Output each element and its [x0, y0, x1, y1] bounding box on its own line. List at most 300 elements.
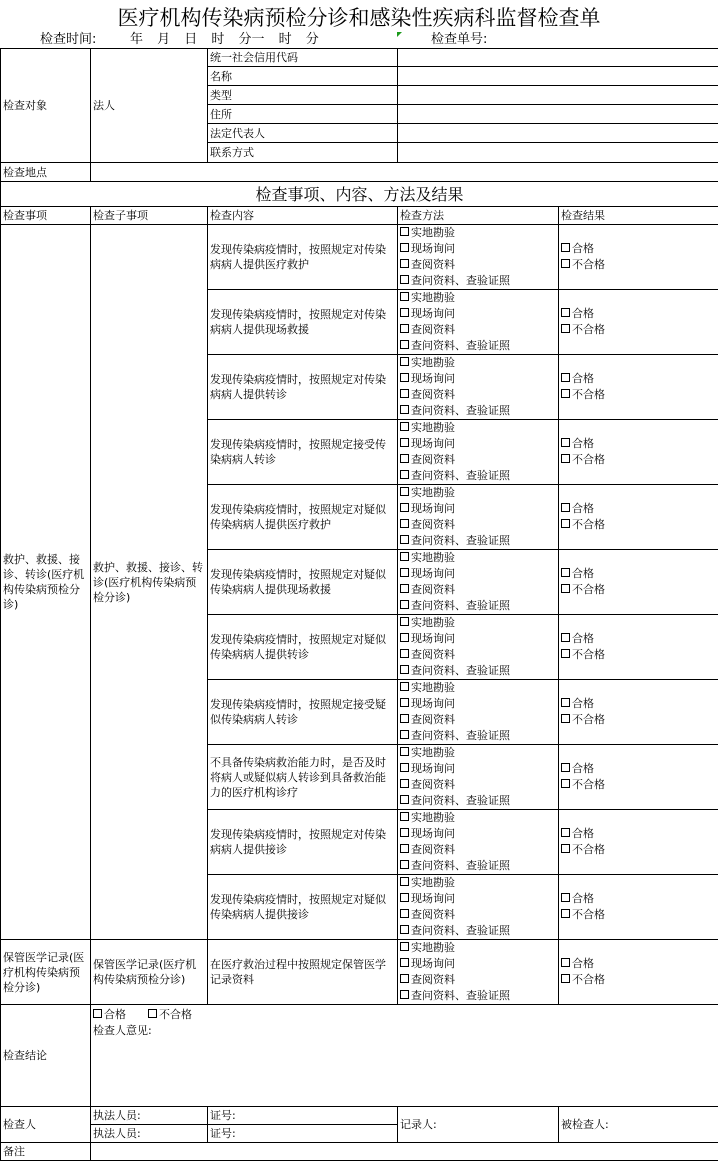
checkbox-icon[interactable] — [400, 389, 409, 398]
cert-label: 证号: — [208, 1125, 398, 1143]
method-label: 查阅资料 — [411, 778, 455, 791]
method-label: 现场询问 — [411, 437, 455, 450]
checkbox-icon[interactable] — [400, 357, 409, 366]
checkbox-icon[interactable] — [400, 633, 409, 642]
method-option[interactable] — [400, 858, 556, 874]
method-option[interactable] — [400, 241, 556, 257]
check-content: 发现传染病疫情时，按照规定对疑似传染病病人提供医疗救护 — [208, 485, 398, 550]
method-label: 查问资料、查验证照 — [411, 794, 510, 807]
result-options — [559, 875, 718, 940]
checkbox-icon[interactable] — [400, 584, 409, 593]
method-label: 实地勘验 — [411, 941, 455, 954]
method-label: 查阅资料 — [411, 843, 455, 856]
check-subitem: 保管医学记录(医疗机构传染病预检分诊) — [91, 940, 208, 1005]
check-content: 发现传染病疫情时，按照规定接受疑似传染病病人转诊 — [208, 680, 398, 745]
method-option[interactable] — [400, 761, 556, 777]
result-label: 合格 — [572, 762, 594, 775]
method-option[interactable] — [400, 940, 556, 956]
checkbox-icon[interactable] — [400, 714, 409, 723]
method-option[interactable] — [400, 403, 556, 419]
result-label: 不合格 — [572, 713, 605, 726]
result-options — [559, 420, 718, 485]
method-option[interactable] — [400, 306, 556, 322]
result-option[interactable] — [561, 891, 716, 907]
method-label: 查阅资料 — [411, 908, 455, 921]
check-content: 发现传染病疫情时，按照规定对传染病病人提供转诊 — [208, 355, 398, 420]
method-label: 现场询问 — [411, 242, 455, 255]
result-options — [559, 290, 718, 355]
checkbox-icon[interactable] — [561, 649, 570, 658]
check-item: 保管医学记录(医疗机构传染病预检分诊) — [1, 940, 91, 1005]
checkbox-icon[interactable] — [400, 535, 409, 544]
result-option[interactable] — [561, 436, 716, 452]
opinion-label: 检查人意见: — [93, 1023, 716, 1039]
result-option[interactable] — [561, 241, 716, 257]
method-label: 现场询问 — [411, 372, 455, 385]
form-table — [0, 48, 718, 1161]
method-option[interactable] — [400, 907, 556, 923]
method-option[interactable] — [400, 615, 556, 631]
checkbox-icon[interactable] — [148, 1009, 157, 1018]
method-option[interactable] — [400, 420, 556, 436]
method-label: 现场询问 — [411, 567, 455, 580]
field-value[interactable] — [398, 86, 718, 105]
checkbox-icon[interactable] — [400, 730, 409, 739]
checkbox-icon[interactable] — [400, 503, 409, 512]
field-value[interactable] — [398, 49, 718, 67]
checkbox-icon[interactable] — [93, 1009, 102, 1018]
method-option[interactable] — [400, 680, 556, 696]
checkbox-icon[interactable] — [561, 844, 570, 853]
method-option[interactable] — [400, 273, 556, 289]
method-label: 查问资料、查验证照 — [411, 469, 510, 482]
checkbox-icon[interactable] — [400, 373, 409, 382]
checkbox-icon[interactable] — [400, 308, 409, 317]
checkbox-icon[interactable] — [400, 568, 409, 577]
method-label: 现场询问 — [411, 762, 455, 775]
method-label: 实地勘验 — [411, 876, 455, 889]
officer-label: 执法人员: — [91, 1125, 208, 1143]
conclusion-pass-option[interactable] — [93, 1007, 126, 1023]
checkbox-icon[interactable] — [400, 259, 409, 268]
conclusion-label: 检查结论 — [1, 1005, 91, 1107]
checkbox-icon[interactable] — [561, 909, 570, 918]
checkbox-icon[interactable] — [400, 649, 409, 658]
result-label: 合格 — [572, 892, 594, 905]
method-options — [398, 420, 559, 485]
checkbox-icon[interactable] — [400, 974, 409, 983]
method-label: 实地勘验 — [411, 356, 455, 369]
method-option[interactable] — [400, 468, 556, 484]
result-label: 合格 — [572, 502, 594, 515]
method-option[interactable] — [400, 257, 556, 273]
result-label: 不合格 — [572, 323, 605, 336]
method-label: 现场询问 — [411, 697, 455, 710]
result-label: 不合格 — [572, 388, 605, 401]
result-options — [559, 485, 718, 550]
method-label: 实地勘验 — [411, 226, 455, 239]
result-option[interactable] — [561, 956, 716, 972]
header-content: 检查内容 — [208, 207, 398, 225]
officer-label: 执法人员: — [91, 1107, 208, 1125]
method-option[interactable] — [400, 290, 556, 306]
method-label: 查问资料、查验证照 — [411, 859, 510, 872]
field-label: 联系方式 — [208, 143, 398, 163]
method-label: 现场询问 — [411, 632, 455, 645]
location-value[interactable] — [91, 163, 718, 182]
method-options — [398, 745, 559, 810]
method-label: 查阅资料 — [411, 648, 455, 661]
checkbox-icon[interactable] — [400, 665, 409, 674]
method-options — [398, 810, 559, 875]
recorder-label: 记录人: — [398, 1107, 559, 1143]
check-content: 发现传染病疫情时，按照规定对疑似传染病病人提供转诊 — [208, 615, 398, 680]
checkbox-icon[interactable] — [400, 893, 409, 902]
checkbox-icon[interactable] — [561, 974, 570, 983]
result-option[interactable] — [561, 517, 716, 533]
method-label: 查问资料、查验证照 — [411, 274, 510, 287]
method-option[interactable] — [400, 696, 556, 712]
check-content: 在医疗救治过程中按照规定保管医学记录资料 — [208, 940, 398, 1005]
method-option[interactable] — [400, 485, 556, 501]
method-label: 查问资料、查验证照 — [411, 599, 510, 612]
method-option[interactable] — [400, 988, 556, 1004]
checkbox-icon[interactable] — [400, 487, 409, 496]
method-label: 现场询问 — [411, 957, 455, 970]
check-content: 发现传染病疫情时，按照规定对传染病病人提供医疗救护 — [208, 225, 398, 290]
checkbox-icon[interactable] — [561, 503, 570, 512]
checkbox-icon[interactable] — [400, 909, 409, 918]
method-option[interactable] — [400, 355, 556, 371]
remarks-value[interactable] — [91, 1143, 718, 1161]
method-label: 查阅资料 — [411, 518, 455, 531]
method-label: 现场询问 — [411, 827, 455, 840]
subject-sub-label: 法人 — [91, 49, 208, 163]
field-label: 住所 — [208, 105, 398, 124]
checkbox-icon[interactable] — [400, 324, 409, 333]
check-content: 不具备传染病救治能力时，是否及时将病人或疑似病人转诊到具备救治能力的医疗机构诊疗 — [208, 745, 398, 810]
result-label: 不合格 — [572, 453, 605, 466]
field-label: 统一社会信用代码 — [208, 49, 398, 67]
method-label: 查阅资料 — [411, 973, 455, 986]
result-option[interactable] — [561, 907, 716, 923]
result-option[interactable] — [561, 826, 716, 842]
method-option[interactable] — [400, 728, 556, 744]
method-option[interactable] — [400, 826, 556, 842]
checkbox-icon[interactable] — [400, 844, 409, 853]
result-options — [559, 355, 718, 420]
check-row — [1, 940, 718, 1005]
method-option[interactable] — [400, 452, 556, 468]
method-label: 实地勘验 — [411, 421, 455, 434]
method-options — [398, 290, 559, 355]
checkbox-icon[interactable] — [400, 340, 409, 349]
conclusion-fail-option[interactable] — [148, 1007, 192, 1023]
method-option[interactable] — [400, 745, 556, 761]
method-option[interactable] — [400, 793, 556, 809]
method-label: 查阅资料 — [411, 713, 455, 726]
method-option[interactable] — [400, 956, 556, 972]
method-label: 查问资料、查验证照 — [411, 729, 510, 742]
checkbox-icon[interactable] — [400, 698, 409, 707]
checkbox-icon[interactable] — [561, 779, 570, 788]
checkbox-icon[interactable] — [400, 454, 409, 463]
result-options — [559, 680, 718, 745]
checkbox-icon[interactable] — [561, 828, 570, 837]
result-option[interactable] — [561, 631, 716, 647]
result-options — [559, 615, 718, 680]
remarks-row — [1, 1143, 718, 1161]
result-option[interactable] — [561, 842, 716, 858]
field-label: 法定代表人 — [208, 124, 398, 143]
result-option[interactable] — [561, 322, 716, 338]
result-option[interactable] — [561, 306, 716, 322]
check-item: 救护、救援、接诊、转诊(医疗机构传染病预检分诊) — [1, 225, 91, 940]
method-option[interactable] — [400, 533, 556, 549]
result-label: 不合格 — [572, 583, 605, 596]
checkbox-icon[interactable] — [400, 682, 409, 691]
method-options — [398, 485, 559, 550]
checkbox-icon[interactable] — [400, 519, 409, 528]
checkbox-icon[interactable] — [400, 877, 409, 886]
result-label: 合格 — [572, 372, 594, 385]
checkbox-icon[interactable] — [400, 438, 409, 447]
method-label: 实地勘验 — [411, 551, 455, 564]
result-options — [559, 550, 718, 615]
result-label: 合格 — [572, 827, 594, 840]
method-option[interactable] — [400, 598, 556, 614]
result-label: 不合格 — [572, 908, 605, 921]
check-content: 发现传染病疫情时，按照规定对传染病病人提供现场救援 — [208, 290, 398, 355]
result-option[interactable] — [561, 777, 716, 793]
method-option[interactable] — [400, 891, 556, 907]
method-option[interactable] — [400, 842, 556, 858]
checkbox-icon[interactable] — [400, 227, 409, 236]
method-option[interactable] — [400, 550, 556, 566]
result-label: 合格 — [572, 437, 594, 450]
checkbox-icon[interactable] — [561, 568, 570, 577]
section-title: 检查事项、内容、方法及结果 — [1, 182, 718, 207]
result-option[interactable] — [561, 712, 716, 728]
method-label: 查问资料、查验证照 — [411, 924, 510, 937]
check-row — [1, 225, 718, 290]
header-subitem: 检查子事项 — [91, 207, 208, 225]
checkbox-icon[interactable] — [400, 958, 409, 967]
inspected-label: 被检查人: — [559, 1107, 718, 1143]
checkbox-icon[interactable] — [561, 763, 570, 772]
method-label: 实地勘验 — [411, 616, 455, 629]
result-options — [559, 940, 718, 1005]
method-option[interactable] — [400, 566, 556, 582]
remarks-label: 备注 — [1, 1143, 91, 1161]
method-label: 查问资料、查验证照 — [411, 339, 510, 352]
method-options — [398, 680, 559, 745]
method-option[interactable] — [400, 810, 556, 826]
method-options — [398, 225, 559, 290]
checkbox-icon[interactable] — [561, 893, 570, 902]
checkbox-icon[interactable] — [400, 470, 409, 479]
method-option[interactable] — [400, 923, 556, 939]
result-options — [559, 745, 718, 810]
result-option[interactable] — [561, 761, 716, 777]
checkbox-icon[interactable] — [400, 990, 409, 999]
result-option[interactable] — [561, 972, 716, 988]
result-option[interactable] — [561, 387, 716, 403]
checkbox-icon[interactable] — [561, 438, 570, 447]
method-label: 查问资料、查验证照 — [411, 664, 510, 677]
method-option[interactable] — [400, 972, 556, 988]
checkbox-icon[interactable] — [400, 405, 409, 414]
result-option[interactable] — [561, 566, 716, 582]
result-label: 合格 — [572, 567, 594, 580]
checkbox-icon[interactable] — [561, 714, 570, 723]
method-label: 查阅资料 — [411, 453, 455, 466]
method-option[interactable] — [400, 582, 556, 598]
time-units: 年 月 日 时 分一 时 分 — [130, 32, 319, 48]
checkbox-icon[interactable] — [561, 389, 570, 398]
result-option[interactable] — [561, 452, 716, 468]
subject-label: 检查对象 — [1, 49, 91, 163]
result-label: 合格 — [572, 697, 594, 710]
result-label: 不合格 — [572, 518, 605, 531]
field-label: 类型 — [208, 86, 398, 105]
check-content: 发现传染病疫情时，按照规定对疑似传染病病人提供现场救援 — [208, 550, 398, 615]
field-value[interactable] — [398, 124, 718, 143]
form-number-label: 检查单号: — [431, 32, 487, 48]
result-option[interactable] — [561, 371, 716, 387]
result-label: 合格 — [572, 307, 594, 320]
method-label: 查阅资料 — [411, 258, 455, 271]
checkbox-icon[interactable] — [561, 308, 570, 317]
checkbox-icon[interactable] — [561, 243, 570, 252]
header-item: 检查事项 — [1, 207, 91, 225]
result-option[interactable] — [561, 582, 716, 598]
conclusion-pass-label: 合格 — [104, 1008, 126, 1021]
method-option[interactable] — [400, 631, 556, 647]
method-label: 现场询问 — [411, 307, 455, 320]
method-option[interactable] — [400, 663, 556, 679]
checkbox-icon[interactable] — [561, 519, 570, 528]
method-option[interactable] — [400, 371, 556, 387]
method-label: 查阅资料 — [411, 388, 455, 401]
method-label: 实地勘验 — [411, 486, 455, 499]
checkbox-icon[interactable] — [400, 600, 409, 609]
comment-marker-icon — [397, 32, 402, 37]
checkbox-icon[interactable] — [561, 633, 570, 642]
method-options — [398, 615, 559, 680]
method-option[interactable] — [400, 517, 556, 533]
checkbox-icon[interactable] — [400, 552, 409, 561]
result-label: 合格 — [572, 632, 594, 645]
method-label: 实地勘验 — [411, 681, 455, 694]
check-content: 发现传染病疫情时，按照规定接受传染病病人转诊 — [208, 420, 398, 485]
checkbox-icon[interactable] — [561, 454, 570, 463]
method-option[interactable] — [400, 338, 556, 354]
conclusion-area[interactable] — [91, 1005, 718, 1107]
check-subitem: 救护、救援、接诊、转诊(医疗机构传染病预检分诊) — [91, 225, 208, 940]
checkbox-icon[interactable] — [561, 698, 570, 707]
method-option[interactable] — [400, 777, 556, 793]
method-option[interactable] — [400, 322, 556, 338]
checkbox-icon[interactable] — [400, 828, 409, 837]
field-value[interactable] — [398, 105, 718, 124]
header-result: 检查结果 — [559, 207, 718, 225]
method-label: 查阅资料 — [411, 583, 455, 596]
field-value[interactable] — [398, 67, 718, 86]
form-title: 医疗机构传染病预检分诊和感染性疾病科监督检查单 — [0, 4, 718, 32]
method-option[interactable] — [400, 501, 556, 517]
method-option[interactable] — [400, 647, 556, 663]
result-label: 不合格 — [572, 778, 605, 791]
checkbox-icon[interactable] — [561, 259, 570, 268]
method-option[interactable] — [400, 387, 556, 403]
result-option[interactable] — [561, 257, 716, 273]
check-content: 发现传染病疫情时，按照规定对疑似传染病病人提供接诊 — [208, 875, 398, 940]
checkbox-icon[interactable] — [400, 925, 409, 934]
result-label: 合格 — [572, 242, 594, 255]
result-label: 合格 — [572, 957, 594, 970]
checkbox-icon[interactable] — [561, 373, 570, 382]
checkbox-icon[interactable] — [561, 958, 570, 967]
result-options — [559, 810, 718, 875]
result-option[interactable] — [561, 647, 716, 663]
method-label: 查问资料、查验证照 — [411, 989, 510, 1002]
field-value[interactable] — [398, 143, 718, 163]
inspector-row — [1, 1107, 718, 1125]
method-options — [398, 875, 559, 940]
method-option[interactable] — [400, 436, 556, 452]
checkbox-icon[interactable] — [400, 763, 409, 772]
result-label: 不合格 — [572, 973, 605, 986]
checkbox-icon[interactable] — [561, 324, 570, 333]
method-label: 查问资料、查验证照 — [411, 534, 510, 547]
checkbox-icon[interactable] — [400, 812, 409, 821]
method-option[interactable] — [400, 712, 556, 728]
method-label: 实地勘验 — [411, 811, 455, 824]
checkbox-icon[interactable] — [561, 584, 570, 593]
result-option[interactable] — [561, 501, 716, 517]
result-label: 不合格 — [572, 648, 605, 661]
checkbox-icon[interactable] — [400, 860, 409, 869]
method-label: 实地勘验 — [411, 291, 455, 304]
method-options — [398, 940, 559, 1005]
checkbox-icon[interactable] — [400, 243, 409, 252]
method-option[interactable] — [400, 875, 556, 891]
method-option[interactable] — [400, 225, 556, 241]
checkbox-icon[interactable] — [400, 617, 409, 626]
method-label: 现场询问 — [411, 892, 455, 905]
inspector-label: 检查人 — [1, 1107, 91, 1143]
checkbox-icon[interactable] — [400, 292, 409, 301]
method-options — [398, 355, 559, 420]
conclusion-fail-label: 不合格 — [159, 1008, 192, 1021]
result-label: 不合格 — [572, 843, 605, 856]
checkbox-icon[interactable] — [400, 779, 409, 788]
checkbox-icon[interactable] — [400, 942, 409, 951]
location-label: 检查地点 — [1, 163, 91, 182]
checkbox-icon[interactable] — [400, 795, 409, 804]
checkbox-icon[interactable] — [400, 422, 409, 431]
result-option[interactable] — [561, 696, 716, 712]
time-label: 检查时间: — [40, 32, 96, 48]
conclusion-row — [1, 1005, 718, 1107]
checkbox-icon[interactable] — [400, 747, 409, 756]
checkbox-icon[interactable] — [400, 275, 409, 284]
field-label: 名称 — [208, 67, 398, 86]
method-label: 实地勘验 — [411, 746, 455, 759]
result-options — [559, 225, 718, 290]
cert-label: 证号: — [208, 1107, 398, 1125]
